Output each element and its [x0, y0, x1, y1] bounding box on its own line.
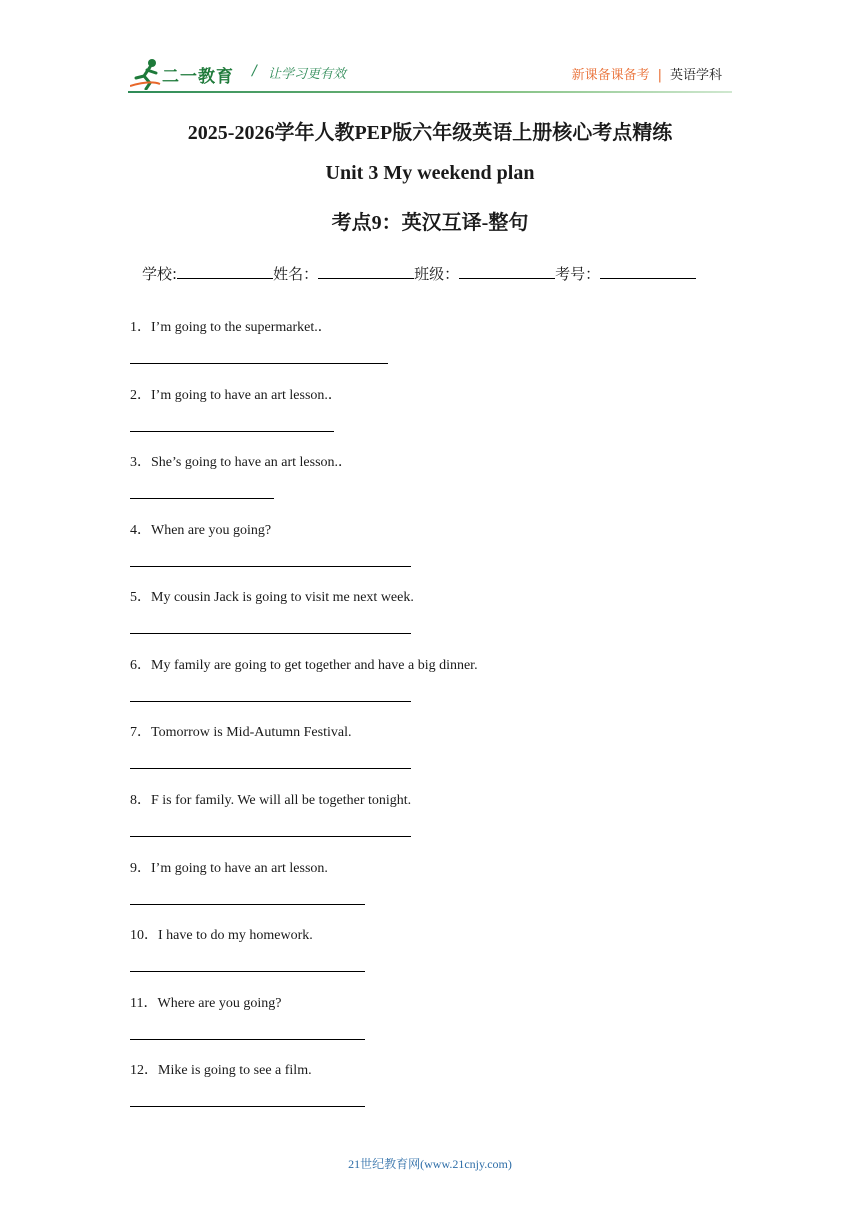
slogan: 让学习更有效 [268, 67, 347, 82]
number-label: 考号： [555, 265, 601, 283]
question-10: 10．I have to do my homework. [130, 928, 313, 943]
number-field[interactable] [600, 264, 696, 279]
logo-text: 二一教育 [162, 67, 234, 87]
header-divider [128, 91, 732, 93]
page-title: 2025-2026学年人教PEP版六年级英语上册核心考点精练 [187, 122, 673, 144]
answer-line-7[interactable] [130, 768, 411, 769]
answer-line-5[interactable] [130, 633, 411, 634]
question-8: 8．F is for family. We will all be together tonight. [130, 793, 412, 808]
question-1: 1．I’m going to the supermarket.． [130, 320, 332, 335]
question-3: 3．She’s going to have an art lesson.． [130, 455, 353, 470]
answer-line-8[interactable] [130, 836, 411, 837]
question-6: 6．My family are going to get together and have a big dinner. [130, 658, 478, 673]
answer-line-6[interactable] [130, 701, 411, 702]
slogan-separator: / [252, 63, 257, 79]
question-4: 4．When are you going? [130, 523, 272, 538]
question-5: 5．My cousin Jack is going to visit me next week. [130, 590, 414, 605]
school-field[interactable] [177, 264, 273, 279]
school-label: 学校: [142, 265, 178, 283]
answer-line-3[interactable] [130, 498, 274, 499]
subject-label: 英语学科 [669, 68, 722, 83]
header-right [572, 64, 722, 83]
question-11: 11．Where are you going? [130, 996, 282, 1011]
student-info [142, 263, 696, 284]
answer-line-10[interactable] [130, 971, 365, 972]
answer-line-4[interactable] [130, 566, 411, 567]
question-12: 12．Mike is going to see a film. [130, 1063, 312, 1078]
question-7: 7．Tomorrow is Mid-Autumn Festival. [130, 725, 352, 740]
name-field[interactable] [318, 264, 414, 279]
name-label: 姓名： [273, 265, 319, 283]
answer-line-12[interactable] [130, 1106, 365, 1107]
footer-link[interactable]: 21世纪教育网(www.21cnjy.com) [348, 1157, 512, 1171]
answer-line-2[interactable] [130, 431, 334, 432]
question-2: 2．I’m going to have an art lesson.． [130, 388, 342, 403]
question-9: 9．I’m going to have an art lesson. [130, 861, 328, 876]
header-right-label: 新课备课备考 [571, 68, 650, 83]
class-label: 班级： [414, 265, 460, 283]
class-field[interactable] [459, 264, 555, 279]
answer-line-1[interactable] [130, 363, 388, 364]
topic-title: 考点9：英汉互译-整句 [331, 212, 529, 234]
header-separator: | [657, 68, 662, 83]
page-header [130, 56, 730, 92]
answer-line-11[interactable] [130, 1039, 365, 1040]
answer-line-9[interactable] [130, 904, 365, 905]
unit-title: Unit 3 My weekend plan [325, 162, 535, 184]
